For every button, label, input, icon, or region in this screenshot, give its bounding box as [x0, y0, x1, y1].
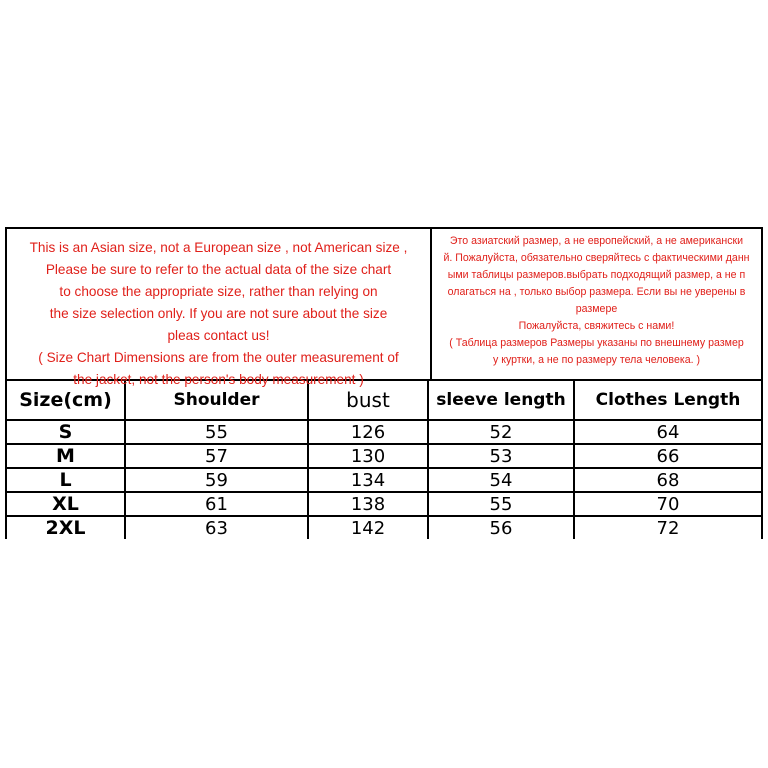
size-cell: M	[7, 444, 125, 468]
english-note-line: to choose the appropriate size, rather than relying on	[59, 284, 378, 299]
bust-cell: 138	[308, 492, 428, 516]
clothes-length-cell: 70	[574, 492, 761, 516]
header-shoulder: Shoulder	[125, 381, 308, 420]
bust-cell: 134	[308, 468, 428, 492]
sleeve-length-cell: 52	[428, 420, 574, 444]
size-cell: S	[7, 420, 125, 444]
sleeve-length-cell: 55	[428, 492, 574, 516]
english-note-line: ( Size Chart Dimensions are from the outer measurement of	[38, 350, 399, 365]
english-note-line: pleas contact us!	[167, 328, 270, 343]
russian-note-line: размере	[575, 303, 618, 315]
table-row	[7, 492, 761, 516]
clothes-length-cell: 66	[574, 444, 761, 468]
size-cell: L	[7, 468, 125, 492]
russian-note-line: Пожалуйста, свяжитесь с нами!	[518, 320, 675, 332]
russian-note-line: ( Таблица размеров Размеры указаны по внешнему размер	[449, 337, 744, 349]
header-size: Size(cm)	[7, 381, 125, 420]
russian-note-line: ыми таблицы размеров.выбрать подходящий размер, а не п	[447, 269, 746, 281]
english-note-line: This is an Asian size, not a European size , not American size ,	[29, 240, 408, 255]
russian-note	[432, 229, 761, 379]
english-note-line: the size selection only. If you are not sure about the size	[49, 306, 388, 321]
table-row	[7, 444, 761, 468]
table-row	[7, 420, 761, 444]
russian-note-line: Это азиатский размер, а не европейский, а не американски	[449, 235, 744, 247]
size-cell: 2XL	[7, 516, 125, 539]
shoulder-cell: 61	[125, 492, 308, 516]
bust-cell: 130	[308, 444, 428, 468]
header-bust: bust	[308, 381, 428, 420]
shoulder-cell: 63	[125, 516, 308, 539]
size-cell: XL	[7, 492, 125, 516]
header-sleeve-length: sleeve length	[428, 381, 574, 420]
sleeve-length-cell: 53	[428, 444, 574, 468]
russian-note-line: олагаться на , только выбор размера. Если вы не уверены в	[447, 286, 746, 298]
notes-row	[7, 229, 761, 387]
bust-cell: 142	[308, 516, 428, 539]
clothes-length-cell: 64	[574, 420, 761, 444]
clothes-length-cell: 72	[656, 517, 680, 539]
russian-note-line: й. Пожалуйста, обязательно сверяйтесь с фактическими данн	[443, 252, 750, 264]
shoulder-cell: 55	[125, 420, 308, 444]
english-note-line: the jacket, not the person's body measurement )	[73, 372, 364, 387]
shoulder-cell: 57	[125, 444, 308, 468]
shoulder-cell: 59	[125, 468, 308, 492]
header-clothes-length: Clothes Length	[574, 381, 761, 420]
size-chart	[5, 227, 763, 539]
size-table	[7, 381, 761, 539]
english-note	[7, 229, 432, 387]
russian-note-line: у куртки, а не по размеру тела человека. )	[492, 354, 701, 366]
bust-cell: 126	[308, 420, 428, 444]
table-row	[7, 468, 761, 492]
table-row	[7, 516, 761, 539]
clothes-length-cell: 68	[574, 468, 761, 492]
sleeve-length-cell: 54	[428, 468, 574, 492]
english-note-line: Please be sure to refer to the actual data of the size chart	[45, 262, 392, 277]
sleeve-length-cell: 56	[428, 516, 574, 539]
